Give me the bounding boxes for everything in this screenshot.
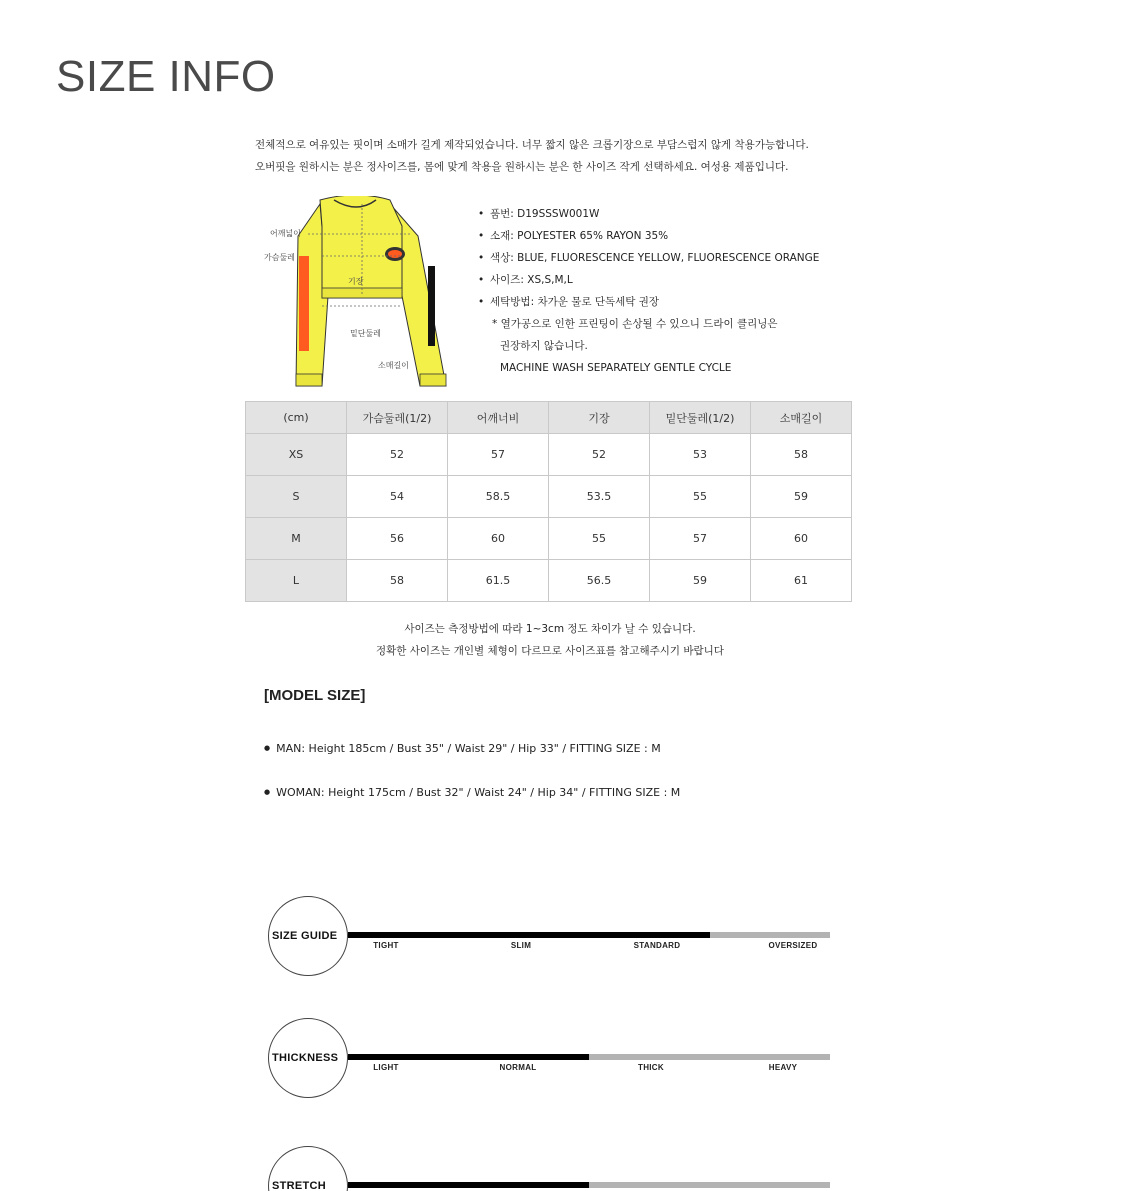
intro-line: 오버핏을 원하시는 분은 정사이즈를, 몸에 맞게 착용을 원하시는 분은 한 사이즈 작게 선택하세요. 여성용 제품입니다.: [255, 161, 789, 173]
scale-bar-filled: [348, 1182, 589, 1188]
table-header: 소매길이: [751, 402, 852, 434]
scale-tick: HEAVY: [768, 1063, 798, 1072]
scale-tick: THICK: [638, 1063, 664, 1072]
hem-label: 밑단둘레: [350, 329, 381, 338]
table-cell: 57: [448, 434, 549, 476]
cropped-sweatshirt-illustration: [262, 196, 457, 391]
scale-tick: LIGHT: [373, 1063, 399, 1072]
size-table: [245, 401, 852, 602]
model-size-title: [MODEL SIZE]: [264, 687, 366, 704]
table-cell: 60: [448, 518, 549, 560]
intro-line: 전체적으로 여유있는 핏이며 소매가 길게 제작되었습니다. 너무 짧지 않은 크롭기장으로 부담스럽지 않게 착용가능합니다.: [255, 139, 809, 151]
table-cell: 53.5: [549, 476, 650, 518]
spec-color: • 색상: BLUE, FLUORESCENCE YELLOW, FLUORESCENCE ORANGE: [478, 247, 819, 269]
table-cell: 55: [549, 518, 650, 560]
spec-warning-cont: 권장하지 않습니다.: [500, 340, 588, 352]
table-header: 기장: [549, 402, 650, 434]
table-header: 가슴둘레(1/2): [347, 402, 448, 434]
scale-tick: SLIM: [510, 941, 532, 950]
chest-label: 가슴둘레: [264, 253, 295, 262]
stretch-scale: [268, 1146, 848, 1191]
scale-tick: STANDARD: [633, 941, 681, 950]
thickness-scale: [268, 1018, 848, 1098]
size-note-line: 정확한 사이즈는 개인별 체형이 다르므로 사이즈표를 참고해주시기 바랍니다: [376, 645, 724, 657]
table-cell: 58.5: [448, 476, 549, 518]
spec-washing: • 세탁방법: 차가운 물로 단독세탁 권장: [478, 291, 819, 313]
scale-label: THICKNESS: [272, 1052, 339, 1064]
spec-sizes: • 사이즈: XS,S,M,L: [478, 269, 819, 291]
size-guide-scale: [268, 896, 848, 976]
table-cell: 56: [347, 518, 448, 560]
table-cell: 56.5: [549, 560, 650, 602]
shoulder-label: 어깨넓이: [270, 229, 301, 238]
table-cell: 58: [751, 434, 852, 476]
table-cell: 59: [650, 560, 751, 602]
spec-material: • 소재: POLYESTER 65% RAYON 35%: [478, 225, 819, 247]
table-row: [246, 518, 852, 560]
table-row: [246, 560, 852, 602]
table-header: 어깨너비: [448, 402, 549, 434]
model-man: ● MAN: Height 185cm / Bust 35" / Waist 29" / Hip 33" / FITTING SIZE : M: [264, 742, 661, 755]
spec-item-no: • 품번: D19SSSW001W: [478, 203, 819, 225]
sleeve-label: 소매길이: [378, 361, 409, 370]
scale-label: SIZE GUIDE: [272, 930, 338, 942]
table-row: [246, 434, 852, 476]
table-cell: 57: [650, 518, 751, 560]
size-note-line: 사이즈는 측정방법에 따라 1~3cm 정도 차이가 날 수 있습니다.: [404, 623, 696, 635]
scale-bar-filled: [348, 932, 710, 938]
intro-text: [255, 134, 809, 178]
scale-bar-empty: [589, 1054, 830, 1060]
table-cell: 61.5: [448, 560, 549, 602]
length-label: 기장: [348, 277, 364, 286]
scale-bar-filled: [348, 1054, 589, 1060]
table-cell: 53: [650, 434, 751, 476]
table-cell: M: [246, 518, 347, 560]
table-header: 밑단둘레(1/2): [650, 402, 751, 434]
scale-label: STRETCH: [272, 1180, 327, 1191]
table-header: (cm): [246, 402, 347, 434]
table-cell: 54: [347, 476, 448, 518]
spec-list: [478, 203, 819, 379]
table-cell: 61: [751, 560, 852, 602]
model-woman: ● WOMAN: Height 175cm / Bust 32" / Waist 24" / Hip 34" / FITTING SIZE : M: [264, 786, 680, 799]
table-cell: 59: [751, 476, 852, 518]
scale-tick: NORMAL: [499, 1063, 537, 1072]
table-row: [246, 476, 852, 518]
scale-tick: OVERSIZED: [768, 941, 818, 950]
table-header-row: [246, 402, 852, 434]
spec-machine-wash: MACHINE WASH SEPARATELY GENTLE CYCLE: [500, 362, 732, 374]
scale-bar-empty: [710, 932, 830, 938]
table-cell: S: [246, 476, 347, 518]
table-cell: 52: [549, 434, 650, 476]
table-cell: L: [246, 560, 347, 602]
page-title: SIZE INFO: [56, 52, 276, 101]
garment-diagram: [262, 196, 457, 391]
scale-bar-empty: [589, 1182, 830, 1188]
table-cell: 52: [347, 434, 448, 476]
table-cell: XS: [246, 434, 347, 476]
spec-warning: * 열가공으로 인한 프린팅이 손상될 수 있으니 드라이 클리닝은: [492, 318, 778, 330]
table-cell: 55: [650, 476, 751, 518]
table-cell: 58: [347, 560, 448, 602]
scale-tick: TIGHT: [373, 941, 399, 950]
table-cell: 60: [751, 518, 852, 560]
